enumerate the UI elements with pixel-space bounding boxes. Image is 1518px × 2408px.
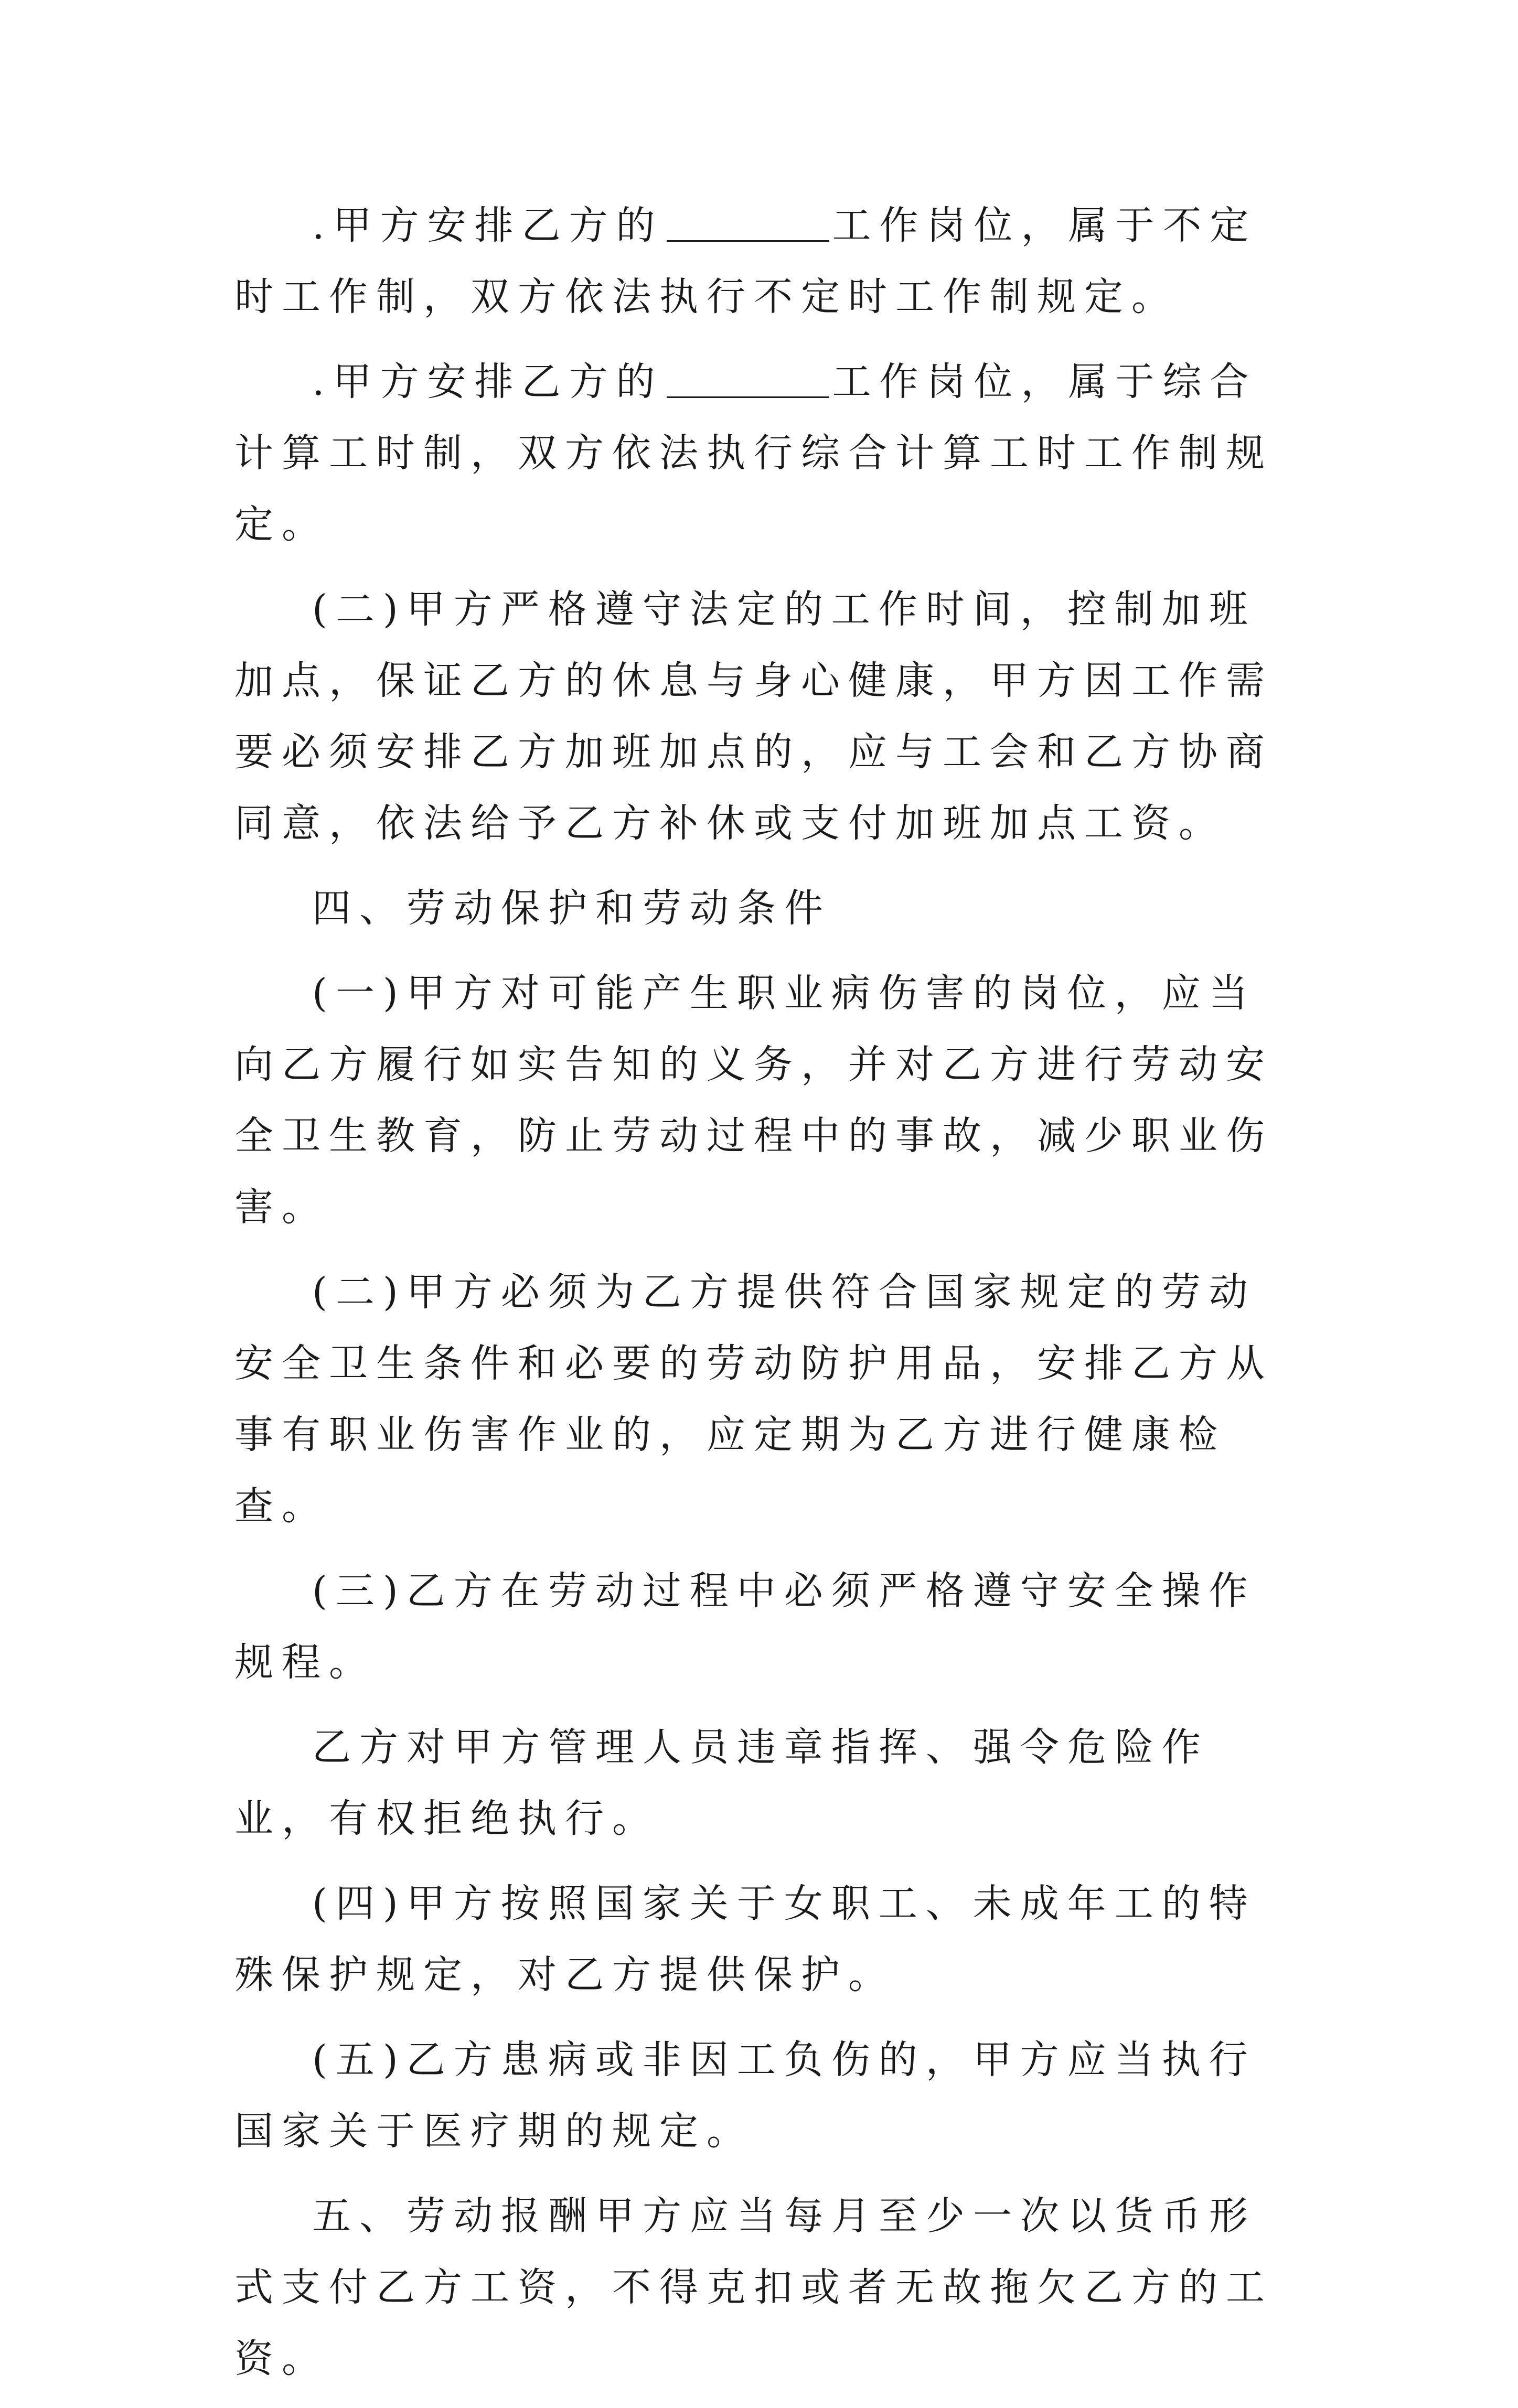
paragraph-medical-period: (五)乙方患病或非因工负伤的，甲方应当执行国家关于医疗期的规定。 bbox=[234, 2037, 1256, 2154]
paragraph-text: .甲方安排乙方的 bbox=[312, 203, 664, 248]
paragraph-labor-remuneration: 五、劳动报酬甲方应当每月至少一次以货币形式支付乙方工资，不得克扣或者无故拖欠乙方的工资。 bbox=[234, 2194, 1273, 2381]
paragraph-fixed-hours bbox=[234, 190, 1289, 332]
section-heading-labor-protection: 四、劳动保护和劳动条件 bbox=[312, 886, 831, 931]
paragraph-working-time: (二)甲方严格遵守法定的工作时间，控制加班加点，保证乙方的休息与身心健康，甲方因工作需要必须安排乙方加班加点的，应与工会和乙方协商同意，依法给予乙方补休或支付加班加点工资。 bbox=[234, 587, 1273, 846]
paragraph-comprehensive-hours bbox=[234, 346, 1289, 560]
paragraph-text: 工作岗位，属于不定时工作制，双方依法执行不定时工作制规定。 bbox=[234, 203, 1257, 319]
document-body bbox=[234, 190, 1289, 2408]
paragraph-text: 工作岗位，属于综合计算工时制，双方依法执行综合计算工时工作制规定。 bbox=[234, 359, 1273, 547]
paragraph-safety-conditions: (二)甲方必须为乙方提供符合国家规定的劳动安全卫生条件和必要的劳动防护用品，安排乙方从事有职业伤害作业的，应定期为乙方进行健康检查。 bbox=[234, 1270, 1273, 1529]
paragraph-occupational-hazard: (一)甲方对可能产生职业病伤害的岗位，应当向乙方履行如实告知的义务，并对乙方进行劳动安全卫生教育，防止劳动过程中的事故，减少职业伤害。 bbox=[234, 971, 1273, 1230]
paragraph-refuse-danger: 乙方对甲方管理人员违章指挥、强令危险作业，有权拒绝执行。 bbox=[234, 1725, 1209, 1841]
paragraph-safety-rules: (三)乙方在劳动过程中必须严格遵守安全操作规程。 bbox=[234, 1568, 1256, 1685]
fill-in-blank[interactable] bbox=[667, 201, 829, 242]
paragraph-special-protection: (四)甲方按照国家关于女职工、未成年工的特殊保护规定，对乙方提供保护。 bbox=[234, 1881, 1256, 1997]
fill-in-blank[interactable] bbox=[667, 358, 829, 398]
paragraph-text: .甲方安排乙方的 bbox=[312, 359, 664, 404]
